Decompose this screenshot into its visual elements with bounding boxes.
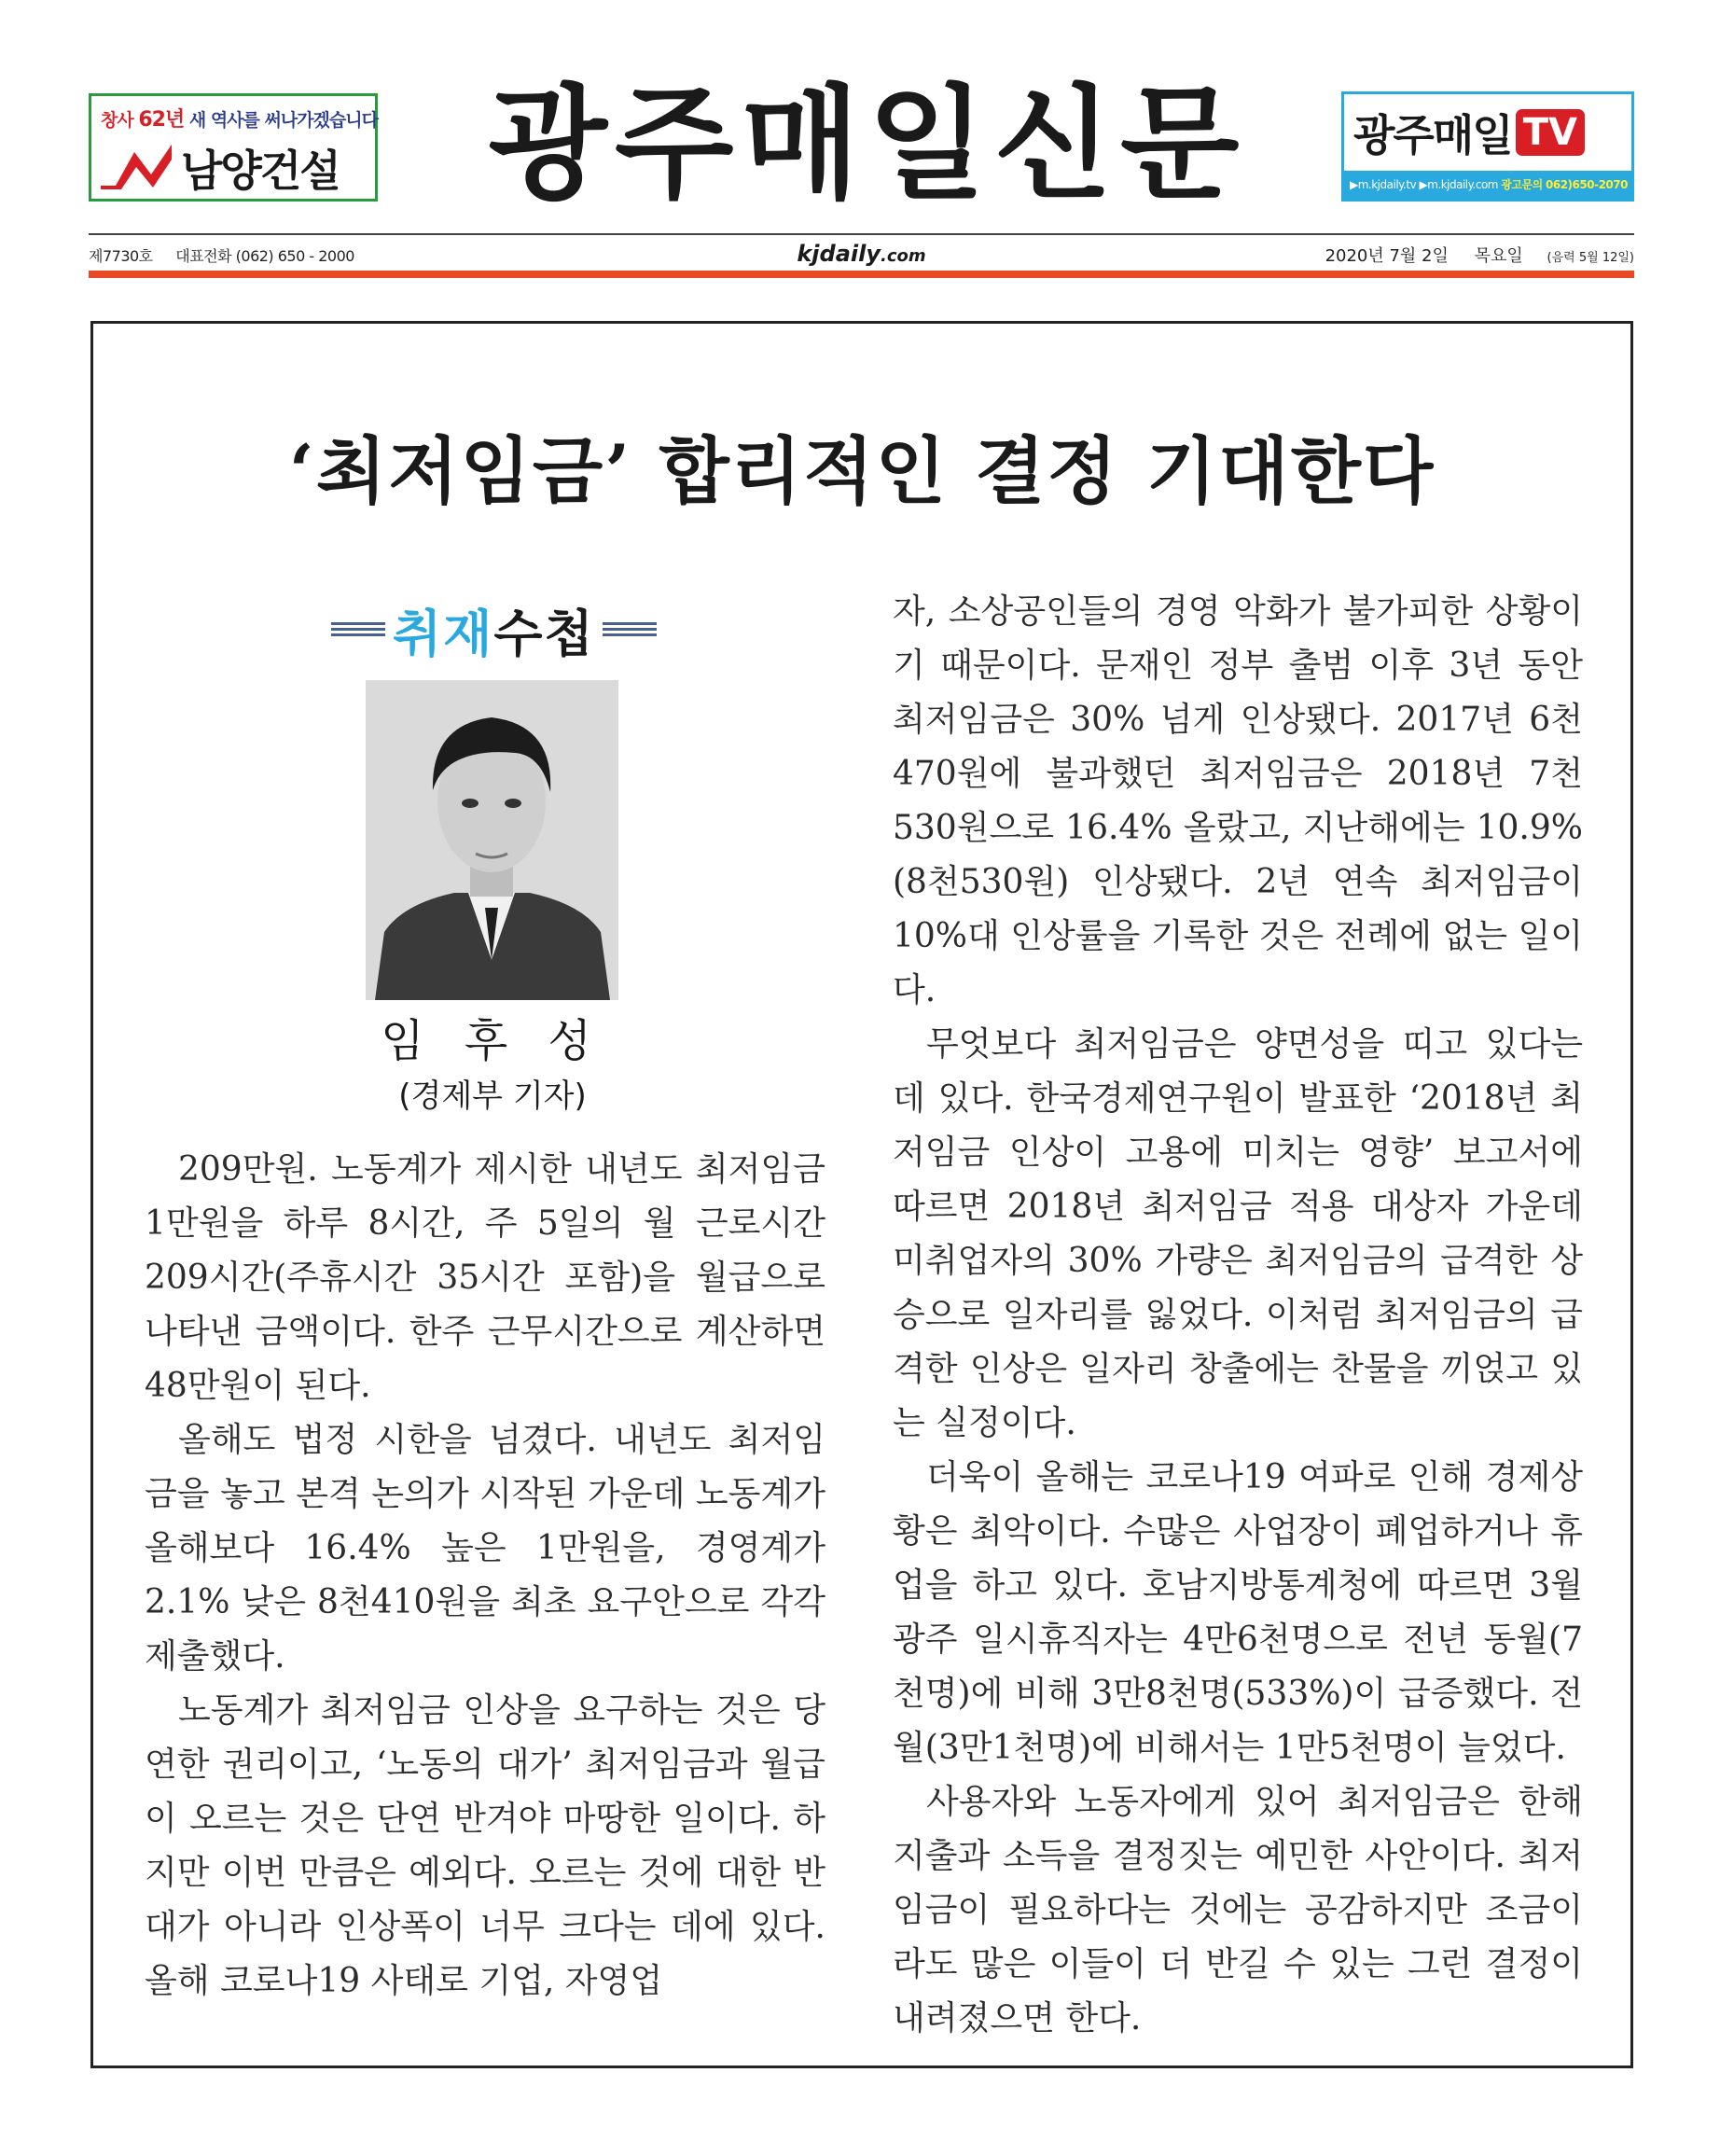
- ad-contact-number: 062)650-2070: [1546, 178, 1628, 191]
- paragraph: 사용자와 노동자에게 있어 최저임금은 한해 지출과 소득을 결정짓는 예민한 사안이다. 최저임금이 필요하다는 것에는 공감하지만 조금이라도 많은 이들이 더 반길 수 있는 그런 결정이 내려졌으면 한다.: [893, 1783, 1583, 2038]
- ad-contact-label: 광고문의: [1501, 178, 1543, 191]
- kicker-lines-left: [331, 622, 385, 639]
- reporter-name: 임 후 성: [381, 1015, 604, 1067]
- paragraph: 자, 소상공인들의 경영 악화가 불가피한 상황이기 때문이다. 문재인 정부 출범 이후 3년 동안 최저임금은 30% 넘게 인상됐다. 2017년 6천470원에 불과했던 최저임금은 2018년 7천530원으로 16.4% 올랐고, 지난해에는 10.9%(8천530원) 인상됐다. 2년 연속 최저임금이 10%대 인상률을 기록한 것은 전례에 없는 일이다.: [893, 592, 1583, 1009]
- paragraph: 무엇보다 최저임금은 양면성을 띠고 있다는데 있다. 한국경제연구원이 발표한 ‘2018년 최저임금 인상이 고용에 미치는 영향’ 보고서에 따르면 2018년 최저임금 적용 대상자 가운데 미취업자의 30% 가량은 최저임금의 급격한 상승으로 일자리를 잃었다. 이처럼 최저임금의 급격한 인상은 일자리 창출에는 찬물을 끼얹고 있는 실정이다.: [893, 1025, 1583, 1442]
- ad-brand-name: 남양건설: [181, 146, 340, 196]
- article-box: [90, 321, 1633, 2068]
- issue-number: 제7730호: [89, 247, 153, 265]
- divider: [89, 233, 1634, 235]
- reporter-department: (경제부 기자): [398, 1078, 587, 1115]
- paragraph: 209만원. 노동계가 제시한 내년도 최저임금 1만원을 하루 8시간, 주 5일의 월 근로시간 209시간(주휴시간 35시간 포함)을 월급으로 나타낸 금액이다. 한주 근무시간으로 계산하면 48만원이 된다.: [145, 1150, 825, 1405]
- left-banner-ad[interactable]: [89, 93, 378, 202]
- namyang-logo-icon: [99, 139, 173, 191]
- right-banner-ad[interactable]: [1341, 91, 1634, 202]
- tv-brand-name: 광주매일: [1353, 110, 1512, 160]
- paragraph: 올해도 법정 시한을 넘겼다. 내년도 최저임금을 놓고 본격 논의가 시작된 가운데 노동계가 올해보다 16.4% 높은 1만원을, 경영계가 2.1% 낮은 8천410원을 최초 요구안으로 각각 제출했다.: [145, 1421, 825, 1676]
- column-kicker: [331, 594, 639, 663]
- tv-badge: TV: [1516, 109, 1585, 156]
- issue-date: 2020년 7월 2일: [1325, 246, 1449, 266]
- paragraph: 노동계가 최저임금 인상을 요구하는 것은 당연한 권리이고, ‘노동의 대가’ 최저임금과 월급이 오르는 것은 단연 반겨야 마땅한 일이다. 하지만 이번 만큼은 예외다. 오르는 것에 대한 반대가 아니라 인상폭이 너무 크다는 데에 있다. 올해 코로나19 사태로 기업, 자영업: [145, 1691, 825, 2000]
- issue-info-bar: [89, 233, 1634, 280]
- site-url[interactable]: kjdaily.com: [797, 241, 926, 267]
- tv-links[interactable]: ▶m.kjdaily.tv ▶m.kjdaily.com: [1350, 178, 1498, 191]
- article-body-right-column: [893, 585, 1583, 2046]
- kicker-part2: 수첩: [493, 605, 595, 663]
- tv-links-bar: [1344, 171, 1631, 199]
- main-phone: 대표전화 (062) 650 - 2000: [175, 247, 354, 265]
- article-body-left-column: [145, 1143, 825, 2009]
- red-rule: [89, 271, 1634, 278]
- ad-slogan: 창사 62년 새 역사를 써나가겠습니다: [101, 108, 378, 132]
- article-headline: ‘최저임금’ 합리적인 결정 기대한다: [288, 429, 1436, 514]
- paragraph: 더욱이 올해는 코로나19 여파로 인해 경제상황은 최악이다. 수많은 사업장이 폐업하거나 휴업을 하고 있다. 호남지방통계청에 따르면 3월 광주 일시휴직자는 4만6천명으로 전년 동월(7천명)에 비해 3만8천명(533%)이 급증했다. 전월(3만1천명)에 비해서는 1만5천명이 늘었다.: [893, 1458, 1583, 1767]
- lunar-date: (음력 5월 12일): [1547, 251, 1634, 265]
- newspaper-title: 광주매일신문: [488, 73, 1247, 216]
- reporter-portrait-icon: [366, 680, 618, 1000]
- issue-weekday: 목요일: [1474, 246, 1523, 266]
- reporter-photo: [366, 680, 618, 1000]
- kicker-part1: 취재: [393, 605, 494, 663]
- kicker-lines-right: [603, 622, 657, 639]
